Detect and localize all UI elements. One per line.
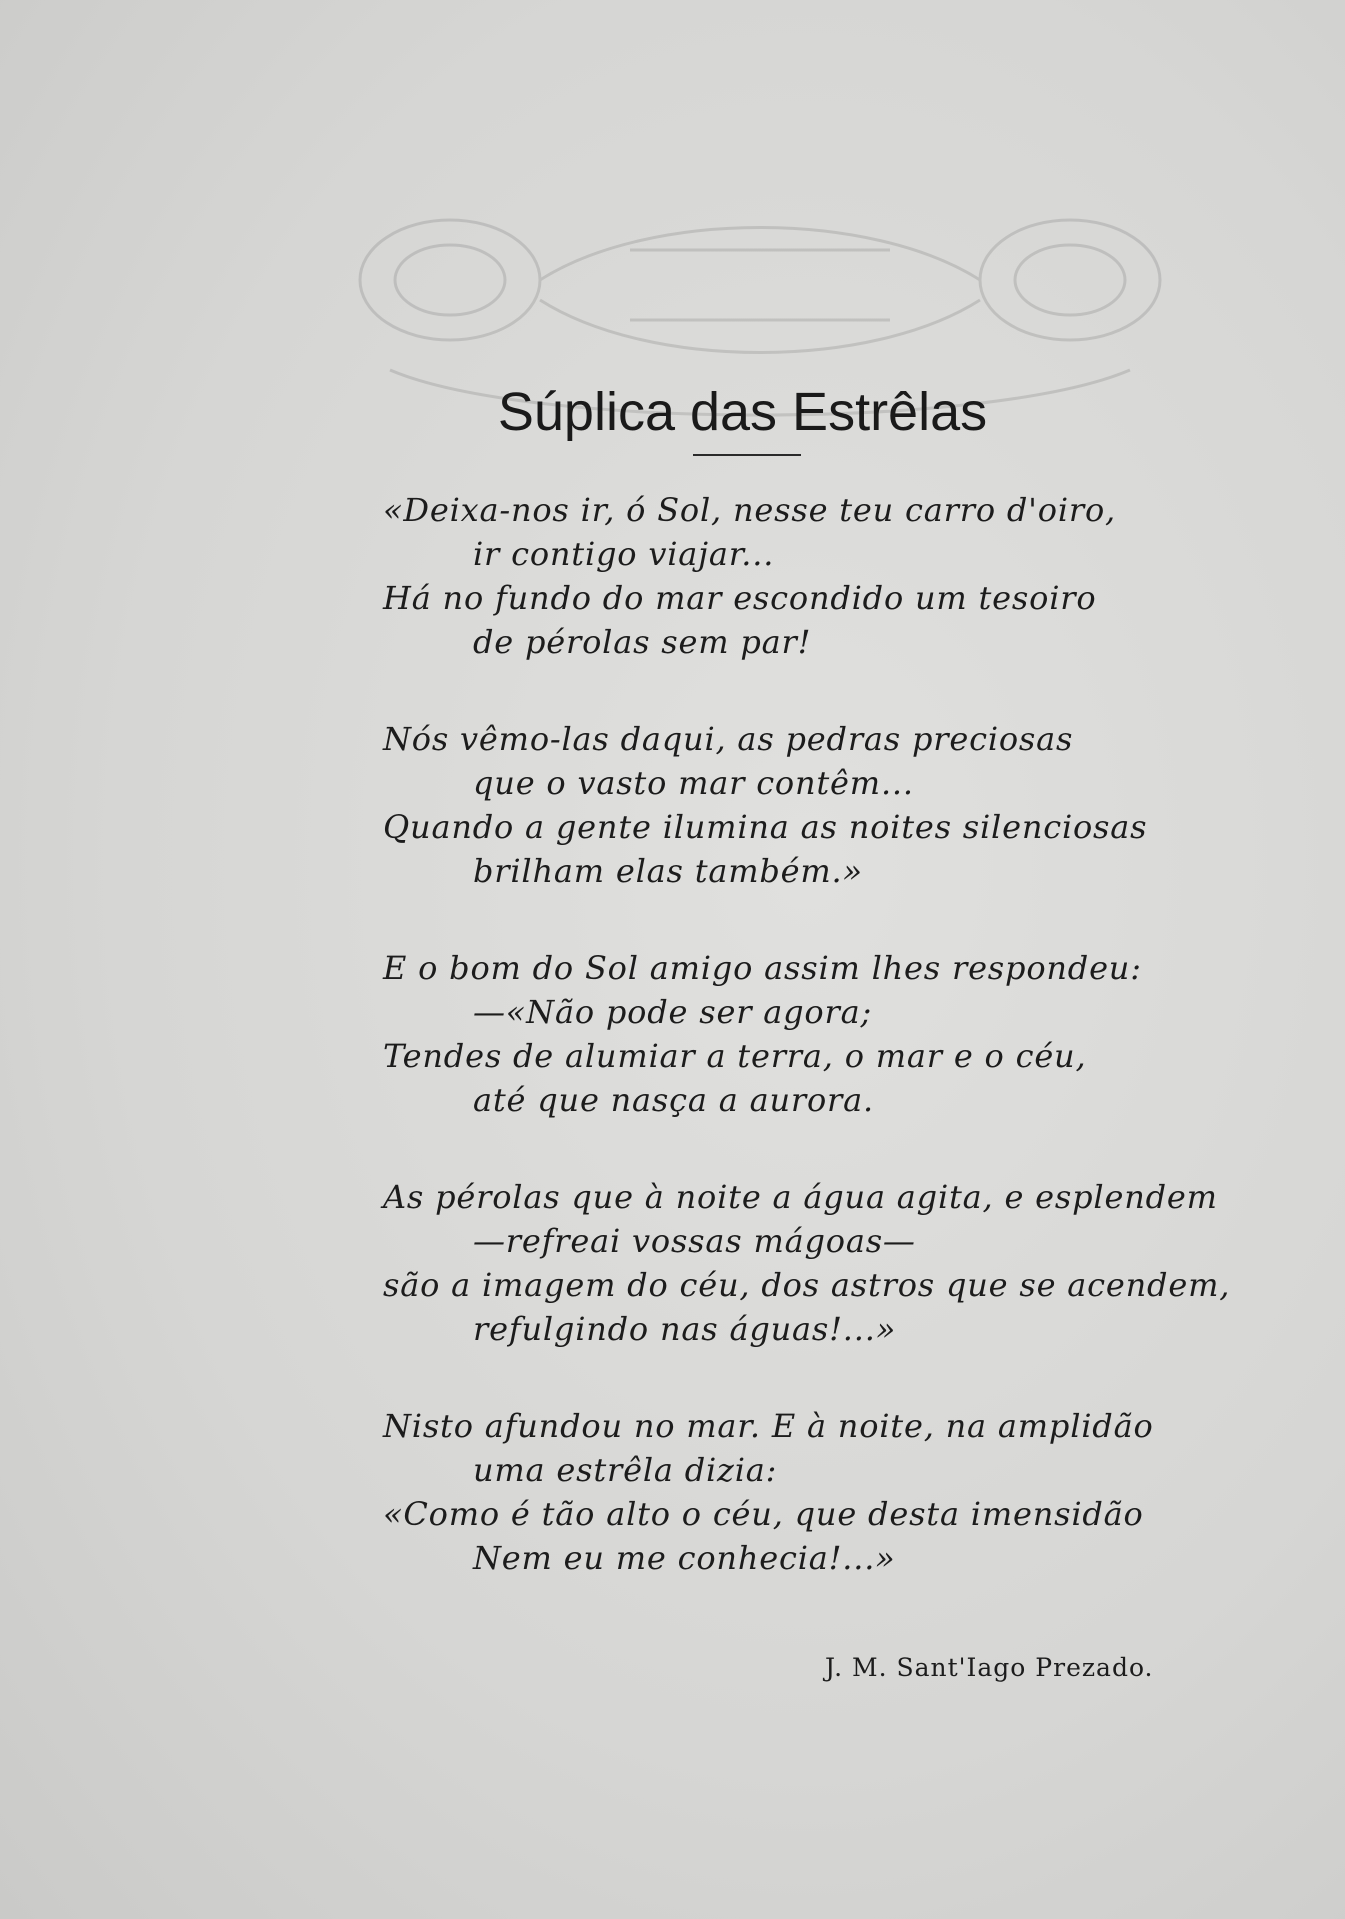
poem-body — [383, 488, 1231, 1633]
poem-line: até que nasça a aurora. — [473, 1081, 874, 1119]
poem-line: «Como é tão alto o céu, que desta imensidão — [383, 1495, 1144, 1533]
poem-line: Tendes de alumiar a terra, o mar e o céu, — [383, 1037, 1087, 1075]
poem-stanza — [383, 717, 1163, 893]
poem-title: Súplica das Estrêlas — [497, 382, 988, 443]
poem-line: Quando a gente ilumina as noites silenciosas — [383, 808, 1148, 846]
author-signature: J. M. Sant'Iago Prezado. — [825, 1653, 1154, 1682]
poem-stanza — [383, 946, 1163, 1122]
poem-stanza — [383, 488, 1163, 664]
poem-line: são a imagem do céu, dos astros que se acendem, — [383, 1266, 1231, 1304]
poem-line: brilham elas também.» — [473, 852, 863, 890]
poem-line: uma estrêla dizia: — [473, 1451, 778, 1489]
title-divider — [693, 454, 801, 456]
poem-line: —refreai vossas mágoas— — [473, 1222, 916, 1260]
poem-stanza — [383, 1175, 1231, 1351]
poem-line: Nem eu me conhecia!...» — [473, 1539, 896, 1577]
poem-line: —«Não pode ser agora; — [473, 993, 873, 1031]
poem-line: de pérolas sem par! — [473, 623, 812, 661]
poem-line: Nós vêmo-las daqui, as pedras preciosas — [383, 720, 1074, 758]
poem-line: refulgindo nas águas!...» — [473, 1310, 897, 1348]
poem-line: Nisto afundou no mar. E à noite, na amplidão — [383, 1407, 1154, 1445]
poem-line: Há no fundo do mar escondido um tesoiro — [383, 579, 1097, 617]
poem-line: As pérolas que à noite a água agita, e esplendem — [383, 1178, 1218, 1216]
poem-line: que o vasto mar contêm... — [473, 764, 914, 802]
poem-stanza — [383, 1404, 1163, 1580]
poem-line: «Deixa-nos ir, ó Sol, nesse teu carro d'oiro, — [383, 491, 1116, 529]
poem-line: ir contigo viajar... — [473, 535, 775, 573]
poem-line: E o bom do Sol amigo assim lhes respondeu: — [383, 949, 1142, 987]
